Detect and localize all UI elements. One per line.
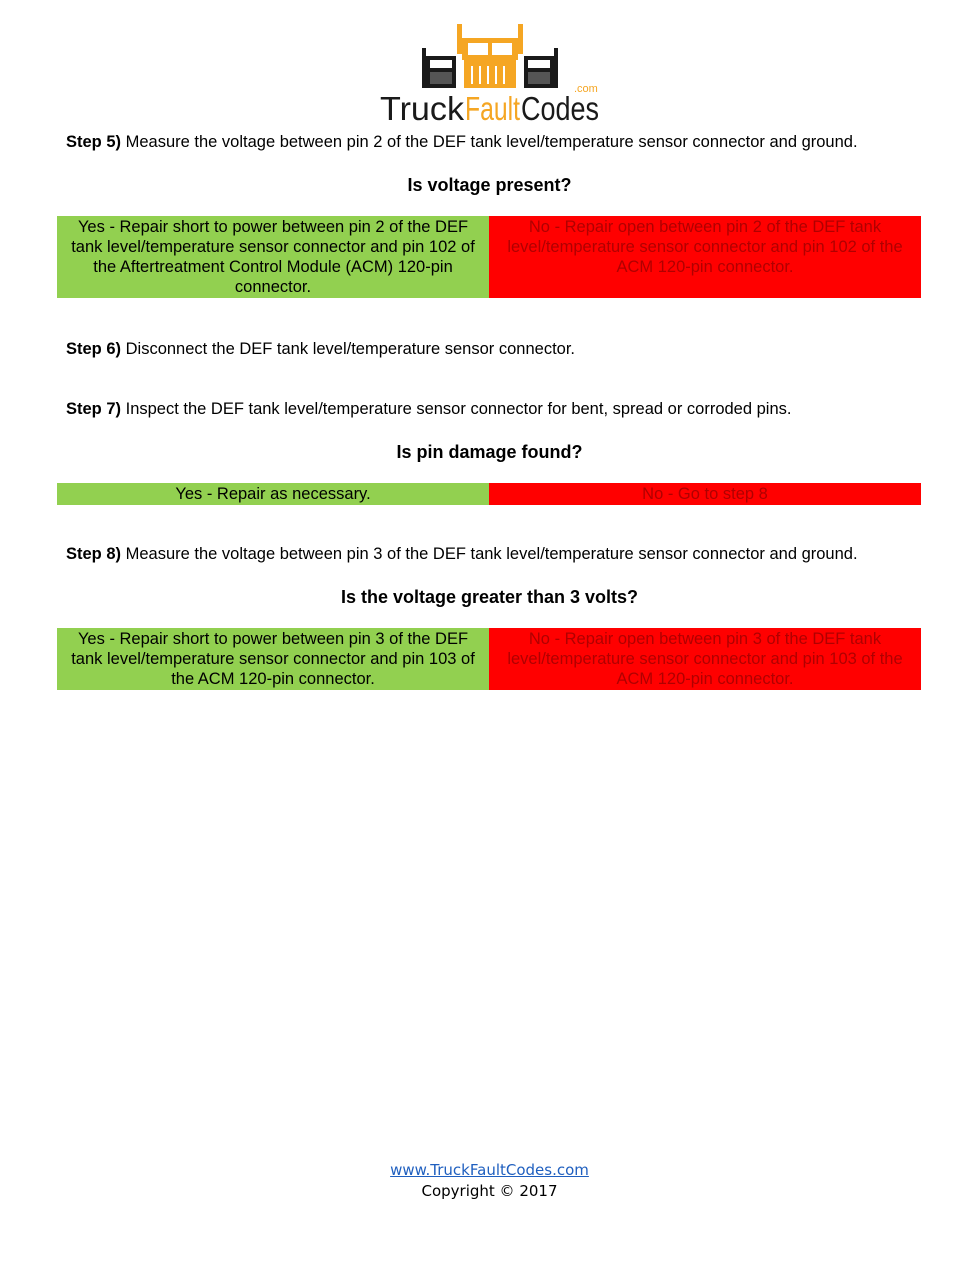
copyright-text: Copyright © 2017 xyxy=(421,1182,558,1200)
footer xyxy=(0,1160,979,1202)
no-answer: No - Repair open between pin 2 of the DEF tank level/temperature sensor connector and pin 102 of the ACM 120-pin connector. xyxy=(489,216,921,298)
no-answer: No - Repair open between pin 3 of the DEF tank level/temperature sensor connector and pin 103 of the ACM 120-pin connector. xyxy=(489,628,921,690)
question-pin-damage: Is pin damage found? xyxy=(396,442,583,462)
step-text: Disconnect the DEF tank level/temperature sensor connector. xyxy=(125,340,576,358)
truck-icon xyxy=(378,18,602,128)
answer-row xyxy=(57,483,921,505)
no-answer: No - Go to step 8 xyxy=(489,483,921,505)
step-text: Measure the voltage between pin 3 of the DEF tank level/temperature sensor connector and ground. xyxy=(125,545,858,563)
website-link[interactable]: www.TruckFaultCodes.com xyxy=(390,1161,589,1179)
step-5 xyxy=(66,133,858,152)
yes-answer: Yes - Repair as necessary. xyxy=(57,483,489,505)
step-7 xyxy=(66,400,791,419)
answer-row xyxy=(57,628,921,690)
yes-answer: Yes - Repair short to power between pin 2 of the DEF tank level/temperature sensor connector and pin 102 of the Aftertreatment Control Module (ACM) 120-pin connector. xyxy=(57,216,489,298)
step-6 xyxy=(66,340,575,359)
truckfaultcodes-logo xyxy=(378,18,602,128)
step-text: Inspect the DEF tank level/temperature sensor connector for bent, spread or corroded pins. xyxy=(125,400,792,418)
question-voltage-present: Is voltage present? xyxy=(407,175,572,195)
yes-answer: Yes - Repair short to power between pin 3 of the DEF tank level/temperature sensor connector and pin 103 of the ACM 120-pin connector. xyxy=(57,628,489,690)
svg-text:Codes: Codes xyxy=(521,90,599,127)
step-text: Measure the voltage between pin 2 of the DEF tank level/temperature sensor connector and ground. xyxy=(125,133,858,151)
step-label: Step 7) xyxy=(66,400,122,418)
step-8 xyxy=(66,545,858,564)
svg-text:Truck: Truck xyxy=(380,90,465,127)
svg-text:.com: .com xyxy=(574,83,598,95)
answer-row xyxy=(57,216,921,298)
step-label: Step 6) xyxy=(66,340,122,358)
step-label: Step 8) xyxy=(66,545,122,563)
step-label: Step 5) xyxy=(66,133,122,151)
question-voltage-greater: Is the voltage greater than 3 volts? xyxy=(340,587,639,607)
svg-text:Fault: Fault xyxy=(465,90,520,127)
